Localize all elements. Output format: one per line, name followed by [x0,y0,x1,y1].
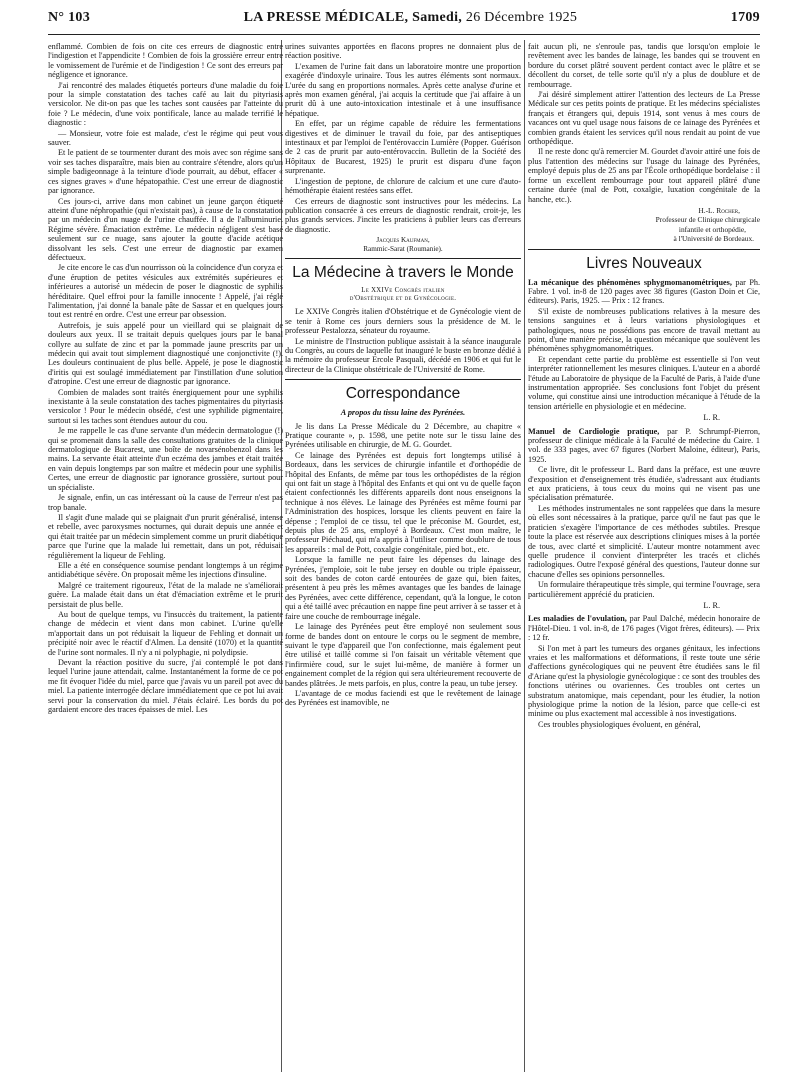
paragraph: Les méthodes instrumentales ne sont rappelées que dans la mesure où elles sont nécessaires à la pratique, parce qu'il ne faut pas que le praticien s'exagère l'importance de ces méthodes subtiles. Presque toute la place est réservée aux descriptions cliniques mises à la portée de tous, avec clarté et simplicité. L'auteur montre notamment avec quelle prudence il convient d'interpréter les tracés et clichés radiologiques. Outre l'exposé général des questions, l'auteur donne sur chacune d'elles ses opinions personnelles. [528,503,760,579]
paragraph: L'avantage de ce modus faciendi est que le revêtement de lainage des Pyrénées est inamovible, ne [285,688,521,708]
paragraph: Lorsque la famille ne peut faire les dépenses du lainage des Pyrénées, j'emploie, soit le tube jersey en double ou triple épaisseur, soit des bandes de coton cardé entourées de gaze qui, bien faites, présentent à peu près les mêmes avantages que les bandes de lainage des Pyrénées, avec cette différence, cependant, qu'à la longue, le coton qui a été taillé avec précaution en nappe fine peut arriver à se tasser et à faire une couche de rembourrage inégale. [285,555,521,621]
paragraph: Il ne reste donc qu'à remercier M. Gourdet d'avoir attiré une fois de plus l'attention des médecins sur l'usage du lainage des Pyrénées, employé depuis plus de 25 ans par l'École orthopédique bordelaise : il forme un excellent rembourrage pour tout appareil plâtré d'une certaine durée (mal de Pott, coxalgie, luxation congénitale de la hanche, etc.). [528,147,760,204]
paragraph: En effet, par un régime capable de réduire les fermentations digestives et de diminuer le travail du foie, par des antiseptiques intestinaux et par l'emploi de l'entérovaccin Lumière (Popper. Guérison de 2 cas de prurit par auto-entérovaccin. Bulletin de la Société des Hôpitaux de Bucarest, 1925) le prurit est disparu d'une façon surprenante. [285,119,521,176]
paragraph: Je signale, enfin, un cas intéressant où la cause de l'erreur n'est pas trop banale. [48,493,283,512]
journal-title: LA PRESSE MÉDICALE, Samedi, 26 Décembre 1925 [243,10,578,25]
review-title: Les maladies de l'ovulation, [528,614,627,624]
paragraph: S'il existe de nombreuses publications relatives à la mesure des tensions sanguines et à leurs variations physiologiques et pathologiques, nous ne possédions pas encore de travail mettant au point, d'une manière précise, la question mécanique que soulèvent les phénomènes sphygmomanométriques. [528,306,760,354]
paragraph: urines suivantes apportées en flacons propres ne donnaient plus de réaction positive. [285,42,521,61]
page-number: 1709 [730,10,760,25]
paragraph: Devant la réaction positive du sucre, j'ai contemplé le pot dans lequel l'urine jaune attendait, calme. Instantanément la forme de ce pot me fit évoquer l'idée du miel, parce que j'avais vu un pareil pot avec du miel. La patiente interrogée déclare immédiatement que ce pot lui avait servi pour la conservation du miel. J'étais éclairé. Les bords du pot gardaient encore des traces épaisses de miel. Les [48,658,283,715]
review-title: La mécanique des phénomènes sphygmomanométriques, [528,277,732,287]
correspondance-subtitle: A propos du tissu laine des Pyrénées. [340,408,466,418]
paragraph: Et le patient de se tourmenter durant des mois avec son régime sans voir ses taches disparaître, mais bien au contraire s'étendre, alors qu'un simple badigeonnage à la teinture d'iode pourrait, au début, effacer « ces signes graves » d'une hépatopathie. C'est une erreur de diagnostic par ignorance. [48,148,283,196]
section-title-correspondance: Correspondance [345,385,461,403]
paragraph: Le ministre de l'Instruction publique assistait à la séance inaugurale du Congrès, au cours de laquelle fut inauguré le buste en bronze dédié à la mémoire du professeur Ercole Pasquali, décédé en 1906 et qui fut le directeur de la Clinique obstétricale de l'Université de Rome. [285,336,521,374]
paragraph: Je cite encore le cas d'un nourrisson où la coïncidence d'un coryza et d'une éruption de petites vésicules aux extrémités supérieures et inférieures a autorisé un médecin de poser le diagnostic de syphilis héréditaire. Quel effroi pour la famille innocente ! Appelé, j'ai réglé l'alimentation, j'ai donné la banale pâte de Sassar et en quelques jours tout est rentré en ordre. C'est une erreur par obsession. [48,263,283,320]
paragraph: J'ai rencontré des malades étiquetés porteurs d'une maladie du foie pour la simple constatation des taches café au lait du pityriasis versicolor. Ne dit-on pas que les taches sont causées par l'atteinte du foie ? Le médecin, d'une voix pontificale, lance au malade terrifié le diagnostic : [48,80,283,128]
paragraph: Il s'agit d'une malade qui se plaignait d'un prurit généralisé, intense et rebelle, avec paroxysmes nocturnes, qui durait depuis une année et qui était traitée par un médecin simplement comme un prurit diabétique parce que l'urine que la malade lui remettait, dans un pot, réduisait régulièrement la liqueur de Fehling. [48,512,283,560]
review-signature: L. R. [703,600,720,610]
paragraph: J'ai désiré simplement attirer l'attention des lecteurs de La Presse Médicale sur ces petits points de pratique. Et les médecins spécialistes français et étrangers qui, depuis 1914, sont venus à mes cours de vacances ont vu quel usage nous faisons de ce lainage des Pyrénées et combien grands étaient les services qu'il nous rendait au point de vue orthopédique. [528,90,760,147]
paragraph: Je me rappelle le cas d'une servante d'un médecin dermatologue (!) qui se promenait dans la salle des consultations gratuites de la clinique dermatologique de Bucarest, une boîte de novarsénobenzol dans les mains. La servante était atteinte d'un eczéma des jambes et était traitée en vain depuis longtemps par son maître et médecin pour une syphilis. Certes, une erreur de diagnostic par ignorance grossière, surtout pour un spécialiste. [48,426,283,492]
column-3 [528,42,760,1074]
paragraph: Elle a été en conséquence soumise pendant longtemps à un régime antidiabétique sévère. On proposait même les injections d'insuline. [48,560,283,580]
header-rule [48,34,760,35]
paragraph: Si l'on met à part les tumeurs des organes génitaux, les infections vraies et les malformations et déformations, il reste toute une série d'affections gynécologiques qui ne peuvent être étudiées sans le fil d'Ariane qu'est la physiologie gynécologique : ce sont des troubles des fonctions utérines ou ovariennes. Ces troubles ont certes un substratum anatomique, mais cependant, pour les étudier, la notion physiologique prime la notion de la lésion, parce que celle-ci est minime ou plus exactement mal accessible à nos investigations. [528,643,760,719]
issue-number: N° 103 [48,10,91,25]
paragraph: Combien de malades sont traités énergiquement pour une syphilis inexistante à la seule constatation des taches pigmentaires du pityriasis versicolor ! Pour le médecin obsédé, c'est une syphilide pigmentaire, surtout si les taches sont étendues autour du cou. [48,387,283,425]
paragraph: Autrefois, je suis appelé pour un vieillard qui se plaignait de douleurs aux yeux. Il se traitait depuis quelques jours par le banal collyre au sulfate de zinc et par la pommade jaune prescrits par un médecin qui avait tout simplement diagnostiqué une conjonctivite (!). Les douleurs continuaient de plus belle. Appelé, je pose le diagnostic d'iritis qui est soulagé immédiatement par l'instillation d'une solution d'atropine. C'est une erreur de diagnostic par ignorance. [48,320,283,387]
paragraph: Au bout de quelque temps, vu l'insuccès du traitement, la patiente change de médecin et vient dans mon cabinet. L'urine qu'elle m'apportait dans un pot réduisait la liqueur de Fehling et donnait un précipité noir avec le réactif d'Almen. La densité (1070) et la quantité de l'urine sont normales. Il n'y a ni polyphagie, ni polydipsie. [48,609,283,657]
review-signature: L. R. [703,413,720,423]
book-review [528,278,760,306]
section-rule [285,379,521,380]
issue-date: 26 Décembre 1925 [465,10,578,25]
paragraph: L'examen de l'urine fait dans un laboratoire montre une proportion exagérée d'indoxyle urinaire. Tous les autres éléments sont normaux. L'urée du sang en proportions normales. Après cette analyse d'urine et après mon examen général, j'ai acquis la certitude que j'ai affaire à un prurit dû à une auto-intoxication intestinale et à une insuffisance hépatique. [285,61,521,118]
paragraph: Un formulaire thérapeutique très simple, qui termine l'ouvrage, sera particulièrement apprécié du praticien. [528,580,760,599]
review-reference: par Paul Dalché, médecin honoraire de l'Hôtel-Dieu. 1 vol. in-8, de 176 pages (Vigot frères, éditeurs). — Prix : 12 fr. [528,614,760,643]
review-title: Manuel de Cardiologie pratique, [528,426,660,436]
paragraph: Ces troubles physiologiques évoluent, en général, [538,719,701,729]
paragraph: Ce lainage des Pyrénées est depuis fort longtemps utilisé à Bordeaux, dans les services de chirurgie infantile et d'orthopédie de l'hôpital des Enfants, de même par tous les orthopédistes de la région qui ont fait un stage à l'hôpital des Enfants et qui ont vu de quelle façon étaient confectionnés les différents appareils dont nous enseignons la technique à nos élèves. Le lainage des Pyrénées est même fourni par l'Administration des hospices, lorsque les clients peuvent en faire la dépense ; l'emploi de ce tissu, tel que le préconise M. Gourdet, est, depuis plus de 25 ans, employé à Bordeaux. C'est mon maître, le professeur Piéchaud, qui m'a appris à l'utiliser comme doublure de tous les appareils : mal de Pott, coxalgie congénitale, pied bot., etc. [285,450,521,554]
paragraph: Je lis dans La Presse Médicale du 2 Décembre, au chapitre « Pratique courante », p. 1598, une petite note sur le tissu laine des Pyrénées utilisable en chirurgie, de M. G. Gourdet. [285,421,521,450]
paragraph: Le lainage des Pyrénées peut être employé non seulement sous forme de bandes dont on entoure le corps ou le segment de membre, suivant le type d'appareil que l'on confectionne, mais également peut être utilisé et taillé comme si l'on faisait un véritable vêtement que l'infirmière coud, sur le sujet lui-même, de manière à former un engainement complet de la région qui sera ultérieurement recouverte de bandes plâtrées. Je mets parfois, en plus, contre la peau, un tube jersey. [285,622,521,688]
congress-heading: Le XXIVe Congrès italien d'Obstétrique et de Gynécologie. [349,287,457,303]
page-header [48,10,760,32]
paragraph: Ces erreurs de diagnostic sont instructives pour les médecins. La publication consacrée à ces erreurs de diagnostic rendrait, croit-je, les plus grands services. J'incite les praticiens à publier leurs cas d'erreurs de diagnostic. [285,196,521,234]
column-divider [524,40,525,1072]
section-rule [528,249,760,250]
author-signature: Jacques Kaufman, Rammic-Sarat (Roumanie). [363,236,443,253]
paragraph: Ces jours-ci, arrive dans mon cabinet un jeune garçon étiqueté atteint d'une néphropathie (qui n'existait pas), à cause de la constatation par un médecin d'un nuage de l'urine chauffée. Il a de l'albuminurie. Régime sévère. Émaciation extrême. Le médecin négligent s'est basé seulement sur ce nuage, sans ajouter la goutte d'acide acétique dissolvant les sels. C'est une erreur de diagnostic par examen défectueux. [48,196,283,262]
book-review [528,427,760,465]
paragraph: Malgré ce traitement rigoureux, l'état de la malade ne s'améliorait guère. La malade était dans un état d'émaciation extrême et le prurit persistait de plus belle. [48,580,283,609]
paragraph: L'ingestion de peptone, de chlorure de calcium et une cure d'auto-hémothérapie étaient restées sans effet. [285,176,521,196]
section-title-medecine: La Médecine à travers le Monde [292,264,514,282]
paragraph: enflammé. Combien de fois on cite ces erreurs de diagnostic entre l'indigestion et l'appendicite ! Combien de fois la grossière erreur entre le vomissement de l'urémie et de l'indigestion ! Ce sont des erreurs par négligence et ignorance. [48,42,283,80]
review-reference: par P. Schrumpf-Pierron, professeur de clinique médicale à la Faculté de médecine du Caire. 1 vol. de 333 pages, avec 67 figures (Norbert Maloine, éditeur), Paris, 1925. [528,426,760,464]
column-2 [285,42,521,1074]
paragraph: Le XXIVe Congrès italien d'Obstétrique et de Gynécologie vient de se tenir à Rome ces jours derniers sous la présidence de M. le professeur Pestalozza, sénateur du royaume. [285,307,521,336]
section-rule [285,258,521,259]
paragraph: — Monsieur, votre foie est malade, c'est le régime qui peut vous sauver. [48,128,283,148]
paragraph: Ce livre, dit le professeur L. Bard dans la préface, est une œuvre d'exposition et d'enseignement très étudiée, s'adressant aux étudiants et aux praticiens, à tous ceux du moins qui ne visent pas une spécialisation prématurée. [528,465,760,503]
paragraph: fait aucun pli, ne s'enroule pas, tandis que lorsqu'on emploie le revêtement avec les bandes de lainage, les bandes qui se trouvent en bordure du corset plâtré souvent perdent contact avec le plâtre et se décollent du corset, de telle sorte qu'il n'y a plus de doublure et de rembourrage. [528,42,760,89]
paragraph: Et cependant cette partie du problème est essentielle si l'on veut interpréter rationnellement les mesures cliniques. L'auteur en a abordé l'étude au Laboratoire de physique de la Faculté de Paris, à l'aide d'une instrumentation appropriée. Ses conclusions font l'objet du présent volume, qui constitue ainsi une introduction mécanique à l'étude de la tension artérielle en physiologie et en médecine. [528,354,760,411]
section-title-livres: Livres Nouveaux [586,254,702,272]
column-1 [48,42,283,1074]
book-review [528,614,760,642]
review-reference: par Ph. Fabre. 1 vol. in-8 de 120 pages avec 38 figures (Gaston Doin et Cie, éditeurs). Paris, 1925. — Prix : 12 francs. [528,277,760,306]
author-signature: H.-L. Rocher, Professeur de Clinique chirurgicale infantile et orthopédie, à l'Université de Bordeaux. [655,205,760,244]
